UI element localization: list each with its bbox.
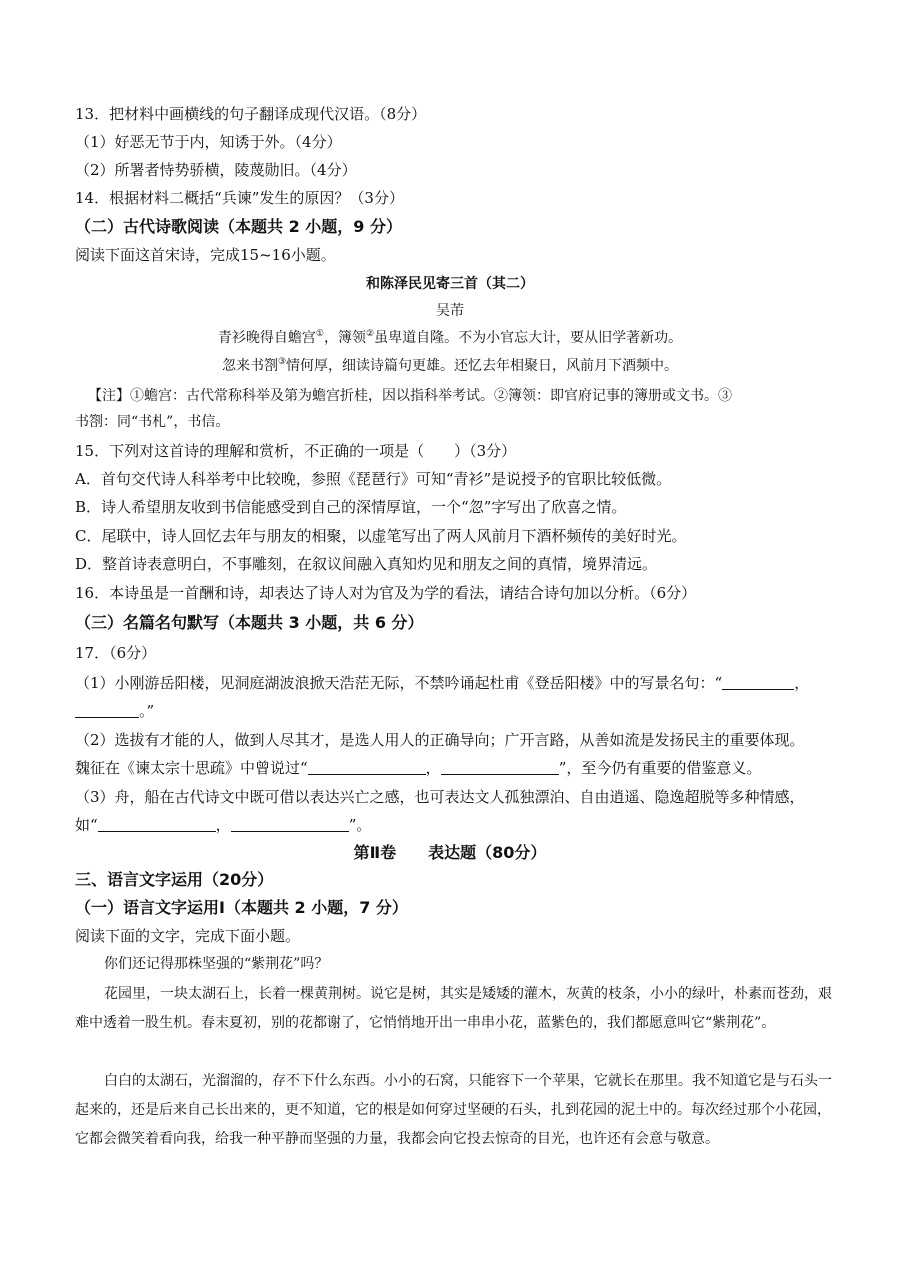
volume-2-heading: 第Ⅱ卷 表达题（80分） [353,843,547,862]
section-poetry-heading: （二）古代诗歌阅读（本题共 2 小题，9 分） [75,217,402,236]
q15-option-d: D．整首诗表意明白，不事雕刻，在叙议间融入真知灼见和朋友之间的真情，境界清远。 [75,555,658,573]
reading-intro: 阅读下面的文字，完成下面小题。 [75,927,301,945]
q17-stem: 17．（6分） [75,644,157,662]
q17-part2-line2: 魏征在《谏太宗十思疏》中曾说过“ ， ”，至今仍有重要的借鉴意义。 [75,759,762,777]
q17-part3-line1: （3）舟，船在古代诗文中既可借以表达兴亡之感，也可表达文人孤独漂泊、自由逍遥、隐逸超脱等多种情感， [75,788,805,806]
poem-author: 吴芾 [436,303,464,319]
q15-option-c: C．尾联中，诗人回忆去年与朋友的相聚，以虚笔写出了两人风前月下酒杯频传的美好时光。 [75,527,687,545]
q15-option-b: B．诗人希望朋友收到书信能感受到自己的深情厚谊，一个“忽”字写出了欣喜之情。 [75,498,627,516]
q15-option-a: A．首句交代诗人科举考中比较晚，参照《琵琶行》可知“青衫”是说授予的官职比较低微。 [75,470,672,488]
q13-part2: （2）所署者恃势骄横，陵蔑勋旧。（4分） [75,161,357,179]
q15-stem: 15．下列对这首诗的理解和赏析，不正确的一项是（ ）（3分） [75,442,517,460]
q17-part1-line2: 。” [75,700,154,722]
q13-stem: 13．把材料中画横线的句子翻译成现代汉语。（8分） [75,105,427,123]
q16-stem: 16．本诗虽是一首酬和诗，却表达了诗人对为官及为学的看法，请结合诗句加以分析。（6分） [75,584,697,602]
q17-part1-line1: （1）小刚游岳阳楼，见洞庭湖波浪掀天浩茫无际，不禁吟诵起杜甫《登岳阳楼》中的写景名句：“ ， [75,674,810,692]
answer-blank[interactable] [75,702,139,718]
part3-1-heading: （一）语言文字运用Ⅰ（本题共 2 小题，7 分） [75,898,408,917]
q14-stem: 14．根据材料二概括“兵谏”发生的原因？（3分） [75,189,404,207]
answer-blank[interactable] [722,674,794,690]
answer-blank[interactable] [231,816,349,832]
section-recite-heading: （三）名篇名句默写（本题共 3 小题，共 6 分） [75,613,424,632]
poetry-intro: 阅读下面这首宋诗，完成15~16小题。 [75,246,336,264]
note-mark-3: ③ [277,357,287,367]
poem-title: 和陈泽民见寄三首（其二） [366,276,534,292]
part3-heading: 三、语言文字运用（20分） [75,870,274,889]
passage-para-1: 花园里，一块太湖石上，长着一棵黄荆树。说它是树，其实是矮矮的灌木，灰黄的枝条，小小的绿叶，朴素而苍劲，艰难中透着一股生机。春末夏初，别的花都谢了，它悄悄地开出一串串小花，蓝紫色的，我们都愿意叫它“紫荆花”。 [75,986,832,1031]
poem-line-2: 忽来书劄③情何厚，细读诗篇句更雄。还忆去年相聚日，风前月下酒频中。 [221,357,679,374]
note-mark-2: ② [366,329,375,339]
note-mark-1: ① [315,329,324,339]
answer-blank[interactable] [441,759,559,775]
answer-blank[interactable] [308,759,426,775]
answer-blank[interactable] [98,816,216,832]
poem-note-line-2: 书劄：同“书札”，书信。 [75,414,230,430]
passage-para-2: 白白的太湖石，光溜溜的，存不下什么东西。小小的石窝，只能容下一个苹果，它就长在那里。我不知道它是与石头一起来的，还是后来自己长出来的，更不知道，它的根是如何穿过坚硬的石头，扎到花园的泥土中的。每次经过那个小花园，它都会微笑着看向我，给我一种平静而坚强的力量，我都会向它投去惊奇的目光，也许还有会意与敬意。 [75,1073,832,1147]
q13-part1: （1）好恶无节于内，知诱于外。（4分） [75,133,342,151]
q17-part3-line2: 如“ ， ”。 [75,816,372,834]
q17-part2-line1: （2）选拔有才能的人，做到人尽其才，是选人用人的正确导向；广开言路，从善如流是发扬民主的重要体现。 [75,731,805,749]
passage-para-0: 你们还记得那株坚强的“紫荆花”吗？ [104,956,329,972]
poem-line-1: 青衫晚得自蟾宫①，簿领②虽卑道自隆。不为小官忘大计，要从旧学著新功。 [217,329,683,346]
poem-note-line-1: 【注】①蟾宫：古代常称科举及第为蟾宫折桂，因以指科举考试。②簿领：即官府记事的簿册或文书。③ [88,388,732,404]
